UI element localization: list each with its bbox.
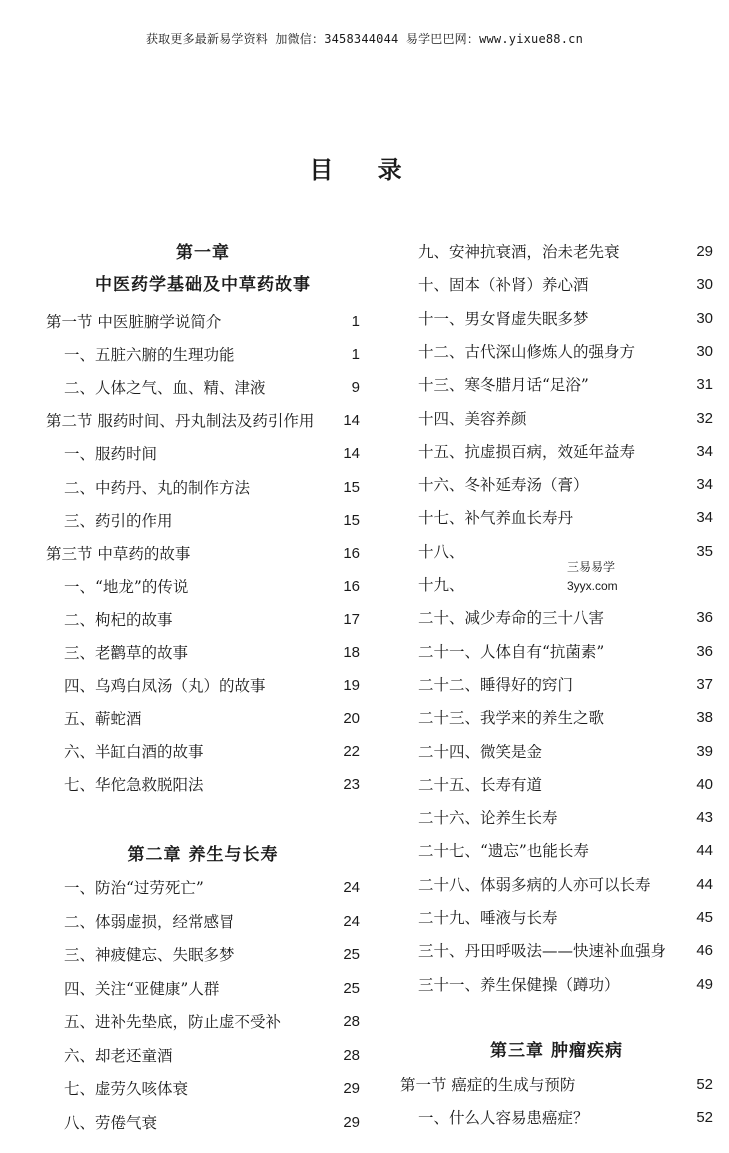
toc-entry-title: 十二、古代深山修炼人的强身方 <box>418 342 636 361</box>
toc-section-row <box>400 1072 713 1098</box>
toc-entry-title: 三十、丹田呼吸法——快速补血强身 <box>418 942 667 961</box>
chapter-2-title: 第二章 养生与长寿 <box>127 845 279 865</box>
toc-entry-row <box>400 838 713 864</box>
toc-entry-title: 三十一、养生保健操（蹲功） <box>418 975 620 994</box>
chapter-3-title: 第三章 肿瘤疾病 <box>490 1041 623 1061</box>
toc-page-number: 14 <box>343 412 360 430</box>
toc-page-number: 39 <box>696 742 713 760</box>
toc-page-number: 15 <box>343 478 360 496</box>
toc-entry-title: 九、安神抗衰酒，治未老先衰 <box>418 243 620 261</box>
toc-entry-title: 八、劳倦气衰 <box>64 1113 158 1132</box>
toc-page-number: 18 <box>343 644 360 661</box>
toc-entry-row <box>400 905 713 931</box>
toc-page-number: 28 <box>343 1046 360 1064</box>
toc-page-number: 29 <box>343 1113 360 1131</box>
toc-entry-title: 二十五、长寿有道 <box>418 775 543 794</box>
toc-page-number: 29 <box>343 1080 360 1097</box>
toc-page-number: 37 <box>696 675 713 693</box>
toc-page-number: 1 <box>351 313 360 330</box>
toc-entry-title: 一、防治“过劳死亡” <box>64 879 204 897</box>
toc-entry-row <box>46 673 360 699</box>
toc-page-number: 1 <box>351 346 360 364</box>
chapter-1-label: 第一章 <box>176 243 230 263</box>
toc-page-number: 23 <box>343 776 360 794</box>
toc-page-number: 32 <box>696 409 713 427</box>
toc-entry-title: 二十六、论养生长寿 <box>418 809 558 828</box>
toc-entry-title: 十三、寒冬腊月话“足浴” <box>418 376 589 395</box>
toc-section-row <box>46 309 360 335</box>
toc-page-number: 9 <box>351 379 360 397</box>
toc-entry-title: 七、华佗急救脱阳法 <box>64 776 204 795</box>
toc-entry-title: 十九、 <box>418 576 465 594</box>
toc-entry-row <box>400 339 713 365</box>
toc-entry-row <box>46 1076 360 1102</box>
toc-page-number: 22 <box>343 743 360 761</box>
toc-page-number: 16 <box>343 577 360 595</box>
toc-entry-row <box>400 439 713 465</box>
toc-entry-title: 三、神疲健忘、失眠多梦 <box>64 946 235 964</box>
toc-entry-title: 十五、抗虚损百病，效延年益寿 <box>418 442 636 461</box>
toc-entry-title: 四、乌鸡白凤汤（丸）的故事 <box>64 677 266 696</box>
toc-entry-row <box>46 640 360 666</box>
toc-entry-row <box>46 607 360 633</box>
toc-entry-title: 四、关注“亚健康”人群 <box>64 979 220 998</box>
toc-page-number: 25 <box>343 946 360 963</box>
toc-page-number: 38 <box>696 709 713 727</box>
toc-page-number: 20 <box>343 710 360 728</box>
toc-page-number: 45 <box>696 909 713 926</box>
toc-entry-title: 二十、减少寿命的三十八害 <box>418 609 605 628</box>
toc-entry-row <box>400 739 713 765</box>
toc-entry-row <box>46 976 360 1002</box>
toc-entry-title: 一、五脏六腑的生理功能 <box>64 346 235 365</box>
toc-page-number: 30 <box>696 276 713 294</box>
toc-entry-title: 二十二、睡得好的窍门 <box>418 675 574 694</box>
page-title: 目 录 <box>309 156 420 184</box>
toc-entry-title: 二十八、体弱多病的人亦可以长寿 <box>418 875 651 894</box>
toc-entry-title: 二十一、人体自有“抗菌素” <box>418 642 605 661</box>
toc-entry-row <box>400 539 713 565</box>
toc-page-number: 30 <box>696 342 713 360</box>
toc-page-number: 35 <box>696 542 713 560</box>
toc-page-number: 52 <box>696 1076 713 1093</box>
toc-entry-row <box>46 875 360 901</box>
toc-entry-title: 十八、 <box>418 542 465 561</box>
toc-page-number: 24 <box>343 912 360 930</box>
toc-entry-row <box>46 574 360 600</box>
toc-page-number: 43 <box>696 809 713 827</box>
toc-entry-row <box>46 508 360 534</box>
toc-entry-row <box>400 372 713 398</box>
toc-page-number: 52 <box>696 1109 713 1126</box>
toc-page-number: 16 <box>343 544 360 562</box>
toc-entry-row <box>400 572 713 598</box>
toc-section-row <box>46 408 360 434</box>
toc-entry-title: 十一、男女肾虚失眠多梦 <box>418 309 589 328</box>
toc-entry-row <box>400 306 713 332</box>
toc-page-number: 25 <box>343 979 360 997</box>
toc-entry-title: 十、固本（补肾）养心酒 <box>418 276 589 295</box>
toc-entry-row <box>46 475 360 501</box>
toc-entry-title: 一、服药时间 <box>64 445 158 464</box>
toc-entry-row <box>400 772 713 798</box>
toc-entry-title: 二、体弱虚损，经常感冒 <box>64 912 235 931</box>
toc-entry-row <box>46 772 360 798</box>
stamp-line-1: 三易易学 <box>567 560 616 574</box>
toc-entry-row <box>46 375 360 401</box>
toc-entry-row <box>400 605 713 631</box>
toc-entry-title: 二十九、唾液与长寿 <box>418 909 558 927</box>
toc-page-number: 44 <box>696 842 713 860</box>
toc-page-number: 44 <box>696 875 713 893</box>
header-banner: 获取更多最新易学资料 加微信：3458344044 易学巴巴网：www.yixue88.cn <box>145 32 584 46</box>
toc-entry-title: 二、中药丹、丸的制作方法 <box>64 478 251 497</box>
toc-page-number: 29 <box>696 243 713 260</box>
toc-entry-title: 三、老鹳草的故事 <box>64 644 189 662</box>
toc-entry-row <box>46 1110 360 1136</box>
toc-entry-row <box>46 706 360 732</box>
watermark-stamp <box>563 556 661 598</box>
toc-entry-row <box>400 972 713 998</box>
toc-section-row <box>46 541 360 567</box>
toc-entry-row <box>46 441 360 467</box>
toc-entry-title: 第二节 服药时间、丹丸制法及药引作用 <box>46 412 315 431</box>
toc-entry-title: 三、药引的作用 <box>64 511 173 530</box>
toc-page-number: 15 <box>343 511 360 529</box>
toc-entry-row <box>400 472 713 498</box>
toc-entry-row <box>400 505 713 531</box>
toc-entry-row <box>400 1105 713 1131</box>
toc-entry-title: 十六、冬补延寿汤（膏） <box>418 476 589 495</box>
toc-page-number: 34 <box>696 509 713 527</box>
toc-page-number: 30 <box>696 309 713 327</box>
toc-entry-row <box>46 1009 360 1035</box>
toc-entry-row <box>46 942 360 968</box>
toc-entry-title: 一、“地龙”的传说 <box>64 577 189 596</box>
toc-entry-title: 二十四、微笑是金 <box>418 742 543 761</box>
toc-entry-title: 二十三、我学来的养生之歌 <box>418 709 605 728</box>
toc-page-number: 28 <box>343 1013 360 1030</box>
toc-entry-title: 二、枸杞的故事 <box>64 610 173 629</box>
toc-entry-row <box>400 272 713 298</box>
toc-entry-row <box>400 872 713 898</box>
toc-entry-title: 二十七、“遗忘”也能长寿 <box>418 842 589 861</box>
toc-page-number: 49 <box>696 975 713 993</box>
toc-entry-title: 五、进补先垫底，防止虚不受补 <box>64 1013 282 1031</box>
toc-entry-title: 六、半缸白酒的故事 <box>64 743 204 762</box>
toc-entry-row <box>400 239 713 265</box>
toc-entry-row <box>400 672 713 698</box>
toc-entry-row <box>46 739 360 765</box>
toc-entry-title: 第一节 癌症的生成与预防 <box>400 1076 576 1094</box>
toc-page-number: 40 <box>696 775 713 793</box>
toc-page-number: 24 <box>343 879 360 896</box>
toc-page-number: 46 <box>696 942 713 960</box>
toc-entry-row <box>400 705 713 731</box>
toc-page-number: 31 <box>696 376 713 394</box>
stamp-line-2: 3yyx.com <box>567 579 618 593</box>
toc-entry-title: 十七、补气养血长寿丹 <box>418 509 574 528</box>
toc-page-number: 36 <box>696 642 713 660</box>
toc-entry-title: 七、虚劳久咳体衰 <box>64 1080 189 1098</box>
toc-page-number: 17 <box>343 610 360 628</box>
toc-entry-title: 二、人体之气、血、精、津液 <box>64 379 266 398</box>
toc-entry-row <box>46 342 360 368</box>
toc-entry-title: 十四、美容养颜 <box>418 409 527 428</box>
toc-entry-title: 第一节 中医脏腑学说简介 <box>46 313 222 331</box>
toc-page-number: 14 <box>343 445 360 463</box>
toc-entry-title: 第三节 中草药的故事 <box>46 544 191 563</box>
toc-entry-row <box>46 1043 360 1069</box>
toc-entry-title: 五、蕲蛇酒 <box>64 710 142 729</box>
toc-entry-row <box>46 909 360 935</box>
toc-page-number: 19 <box>343 677 360 695</box>
toc-page-number: 34 <box>696 476 713 494</box>
toc-entry-title: 六、却老还童酒 <box>64 1046 173 1065</box>
chapter-1-title: 中医药学基础及中草药故事 <box>95 275 311 295</box>
toc-entry-row <box>400 639 713 665</box>
toc-entry-title: 一、什么人容易患癌症？ <box>418 1109 589 1127</box>
toc-entry-row <box>400 406 713 432</box>
toc-entry-row <box>400 938 713 964</box>
toc-page-number: 34 <box>696 442 713 460</box>
toc-entry-row <box>400 805 713 831</box>
toc-page-number: 36 <box>696 609 713 627</box>
